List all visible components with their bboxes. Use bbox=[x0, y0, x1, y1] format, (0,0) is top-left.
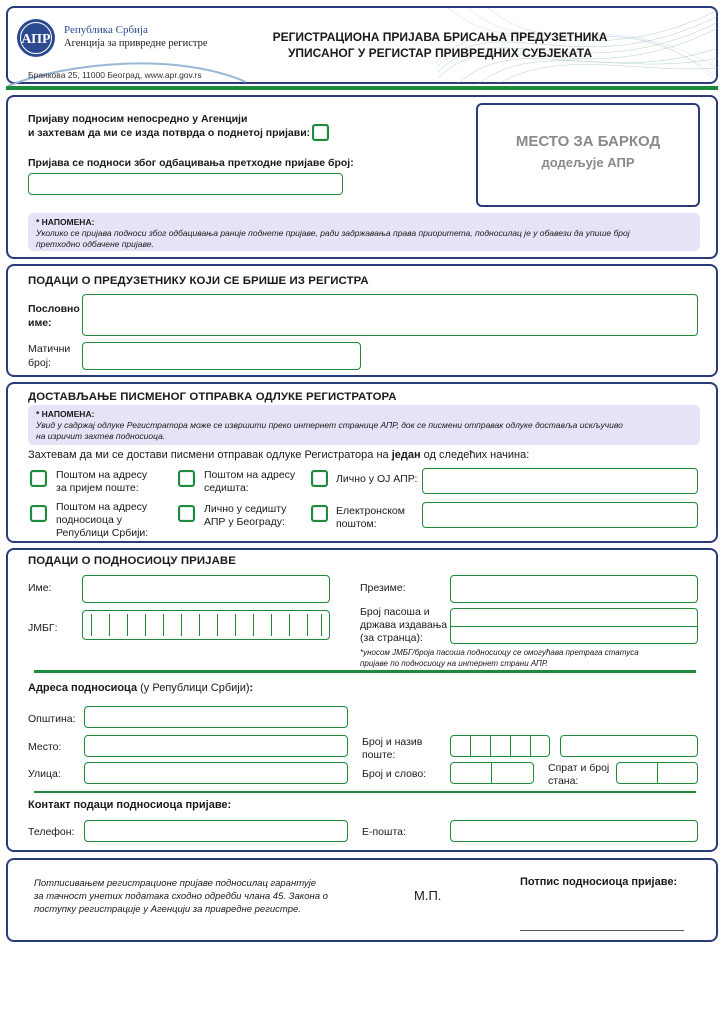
place-input[interactable] bbox=[84, 735, 348, 757]
footer-statement-3: поступку регистрације у Агенцији за привредне регистре. bbox=[34, 904, 301, 915]
delivery-section-title: ДОСТАВЉАЊЕ ПИСМЕНОГ ОТПРАВКА ОДЛУКЕ РЕГИСТРАТОРА bbox=[28, 391, 397, 403]
business-name-label-2: име: bbox=[28, 317, 52, 329]
post-name-input[interactable] bbox=[560, 735, 698, 757]
org-address: Бранкова 25, 11000 Београд, www.apr.gov.rs bbox=[28, 70, 202, 80]
postal-label-2: поште: bbox=[362, 749, 396, 761]
opt-post-applicant-label-1: Поштом на адресу bbox=[56, 501, 148, 513]
reason-label: Пријава се подноси због одбацивања претходне пријаве број: bbox=[28, 157, 354, 169]
opt-email-label-1: Електронском bbox=[336, 505, 405, 517]
opt-post-seat-label-2: седишта: bbox=[204, 482, 249, 494]
signature-label: Потпис подносиоца пријаве: bbox=[520, 876, 678, 888]
direct-submit-checkbox[interactable] bbox=[312, 124, 329, 141]
place-label: Место: bbox=[28, 741, 62, 753]
house-number-label: Број и слово: bbox=[362, 768, 427, 780]
email-label: Е-пошта: bbox=[362, 826, 406, 838]
previous-application-number-input[interactable] bbox=[28, 173, 343, 195]
postal-code-input[interactable] bbox=[450, 735, 550, 757]
barcode-box bbox=[476, 103, 700, 207]
passport-label-2: држава издавања bbox=[360, 619, 448, 631]
reg-number-label-2: број: bbox=[28, 357, 51, 369]
floor-apartment-input[interactable] bbox=[616, 762, 698, 784]
applicant-section-title: ПОДАЦИ О ПОДНОСИОЦУ ПРИЈАВЕ bbox=[28, 555, 236, 567]
barcode-title: МЕСТО ЗА БАРКОД bbox=[515, 133, 661, 150]
intro-note: * НАПОМЕНА: Уколико се пријава подноси због одбацивања раније поднете пријаве, ради задржавања права приоритета, подносилац је у обавези да упише број претходно одбачене пријаве. bbox=[28, 213, 700, 251]
barcode-subtitle: додељује АПР bbox=[541, 155, 635, 170]
signature-line[interactable] bbox=[520, 930, 684, 931]
org-name-line2: Агенција за привредне регистре bbox=[64, 38, 208, 49]
intro-panel bbox=[6, 95, 718, 259]
svg-text:АПР: АПР bbox=[21, 32, 51, 47]
email-input[interactable] bbox=[450, 820, 698, 842]
contact-heading: Контакт подаци подносиоца пријаве: bbox=[28, 799, 232, 811]
intro-note-line2: претходно одбачене пријаве. bbox=[36, 239, 154, 249]
street-input[interactable] bbox=[84, 762, 348, 784]
jmbg-note-1: *уносом ЈМБГ/броја пасоша подносиоцу се омогућава претрага статуса bbox=[360, 648, 639, 657]
stamp-label: М.П. bbox=[414, 888, 442, 903]
applicant-divider-2 bbox=[34, 791, 696, 793]
municipality-input[interactable] bbox=[84, 706, 348, 728]
passport-label-1: Број пасоша и bbox=[360, 606, 430, 618]
opt-email-checkbox[interactable] bbox=[311, 505, 328, 522]
phone-input[interactable] bbox=[84, 820, 348, 842]
opt-post-receipt-label-1: Поштом на адресу bbox=[56, 469, 148, 481]
footer-panel bbox=[6, 858, 718, 942]
phone-label: Телефон: bbox=[28, 826, 75, 838]
opt-personal-bg-label-1: Лично у седишту bbox=[204, 503, 287, 515]
opt-post-receipt-checkbox[interactable] bbox=[30, 470, 47, 487]
entrepreneur-panel bbox=[6, 264, 718, 377]
opt-post-seat-checkbox[interactable] bbox=[178, 470, 195, 487]
footer-statement-2: за тачност унетих података сходно одредби члана 45. Закона о bbox=[34, 891, 328, 902]
opt-personal-bg-label-2: АПР у Београду: bbox=[204, 516, 285, 528]
org-name-line1: Република Србија bbox=[64, 24, 148, 36]
house-number-input[interactable] bbox=[450, 762, 534, 784]
floor-label-1: Спрат и број bbox=[548, 762, 610, 774]
business-name-label-1: Пословно bbox=[28, 303, 80, 315]
opt-personal-oj-checkbox[interactable] bbox=[311, 470, 328, 487]
footer-statement-1: Потписивањем регистрационе пријаве подносилац гарантује bbox=[34, 878, 317, 889]
opt-post-applicant-checkbox[interactable] bbox=[30, 505, 47, 522]
opt-post-applicant-label-2: подносиоца у bbox=[56, 514, 123, 526]
passport-input[interactable] bbox=[450, 608, 698, 644]
entrepreneur-section-title: ПОДАЦИ О ПРЕДУЗЕТНИКУ КОЈИ СЕ БРИШЕ ИЗ РЕГИСТРА bbox=[28, 275, 369, 287]
municipality-label: Општина: bbox=[28, 713, 76, 725]
street-label: Улица: bbox=[28, 768, 61, 780]
jmbg-label: ЈМБГ: bbox=[28, 622, 58, 634]
header-divider bbox=[6, 86, 718, 90]
delivery-note: * НАПОМЕНА: Увид у садржај одлуке Регистратора може се извршити преко интернет странице АПР, док се писмени отправак одлуке доставља искључиво на изричит захтев подносиоца. bbox=[28, 405, 700, 445]
opt-email-input[interactable] bbox=[422, 502, 698, 528]
direct-submit-text-2: и захтевам да ми се изда потврда о поднетој пријави: bbox=[28, 127, 311, 139]
opt-post-seat-label-1: Поштом на адресу bbox=[204, 469, 296, 481]
opt-post-applicant-label-3: Републици Србији: bbox=[56, 527, 149, 539]
address-heading: Адреса подносиоца (у Републици Србији): bbox=[28, 682, 254, 694]
opt-personal-oj-input[interactable] bbox=[422, 468, 698, 494]
direct-submit-text-1: Пријаву подносим непосредно у Агенцији bbox=[28, 113, 248, 125]
first-name-input[interactable] bbox=[82, 575, 330, 603]
business-name-input[interactable] bbox=[82, 294, 698, 336]
header-panel bbox=[6, 6, 718, 84]
postal-label-1: Број и назив bbox=[362, 736, 423, 748]
delivery-note-line2: на изричит захтев подносиоца. bbox=[36, 431, 166, 441]
applicant-panel bbox=[6, 548, 718, 852]
last-name-label: Презиме: bbox=[360, 582, 406, 594]
intro-note-line1: Уколико се пријава подноси због одбацивања раније поднете пријаве, ради задржавања права приоритета, подносилац је у обавези да упише број bbox=[36, 228, 630, 238]
form-title-line1: РЕГИСТРАЦИОНА ПРИЈАВА БРИСАЊА ПРЕДУЗЕТНИКА bbox=[272, 30, 608, 44]
reg-number-input[interactable] bbox=[82, 342, 361, 370]
first-name-label: Име: bbox=[28, 582, 52, 594]
opt-post-receipt-label-2: за пријем поште: bbox=[56, 482, 139, 494]
opt-personal-bg-checkbox[interactable] bbox=[178, 505, 195, 522]
last-name-input[interactable] bbox=[450, 575, 698, 603]
delivery-note-line1: Увид у садржај одлуке Регистратора може се извршити преко интернет странице АПР, док се писмени отправак одлуке доставља искључиво bbox=[36, 420, 623, 430]
reg-number-label-1: Матични bbox=[28, 343, 71, 355]
opt-email-label-2: поштом: bbox=[336, 518, 377, 530]
delivery-panel bbox=[6, 382, 718, 543]
jmbg-note-2: пријаве по подносиоцу на интернет страни АПР. bbox=[360, 659, 549, 668]
delivery-request-text: Захтевам да ми се достави писмени отправак одлуке Регистратора на један од следећих начина: bbox=[28, 449, 530, 461]
form-title-line2: УПИСАНОГ У РЕГИСТАР ПРИВРЕДНИХ СУБЈЕКАТА bbox=[287, 46, 593, 60]
jmbg-input[interactable] bbox=[82, 610, 330, 640]
passport-label-3: (за странца): bbox=[360, 632, 423, 644]
applicant-divider-1 bbox=[34, 670, 696, 673]
floor-label-2: стана: bbox=[548, 775, 579, 787]
opt-personal-oj-label: Лично у ОЈ АПР: bbox=[336, 473, 418, 485]
